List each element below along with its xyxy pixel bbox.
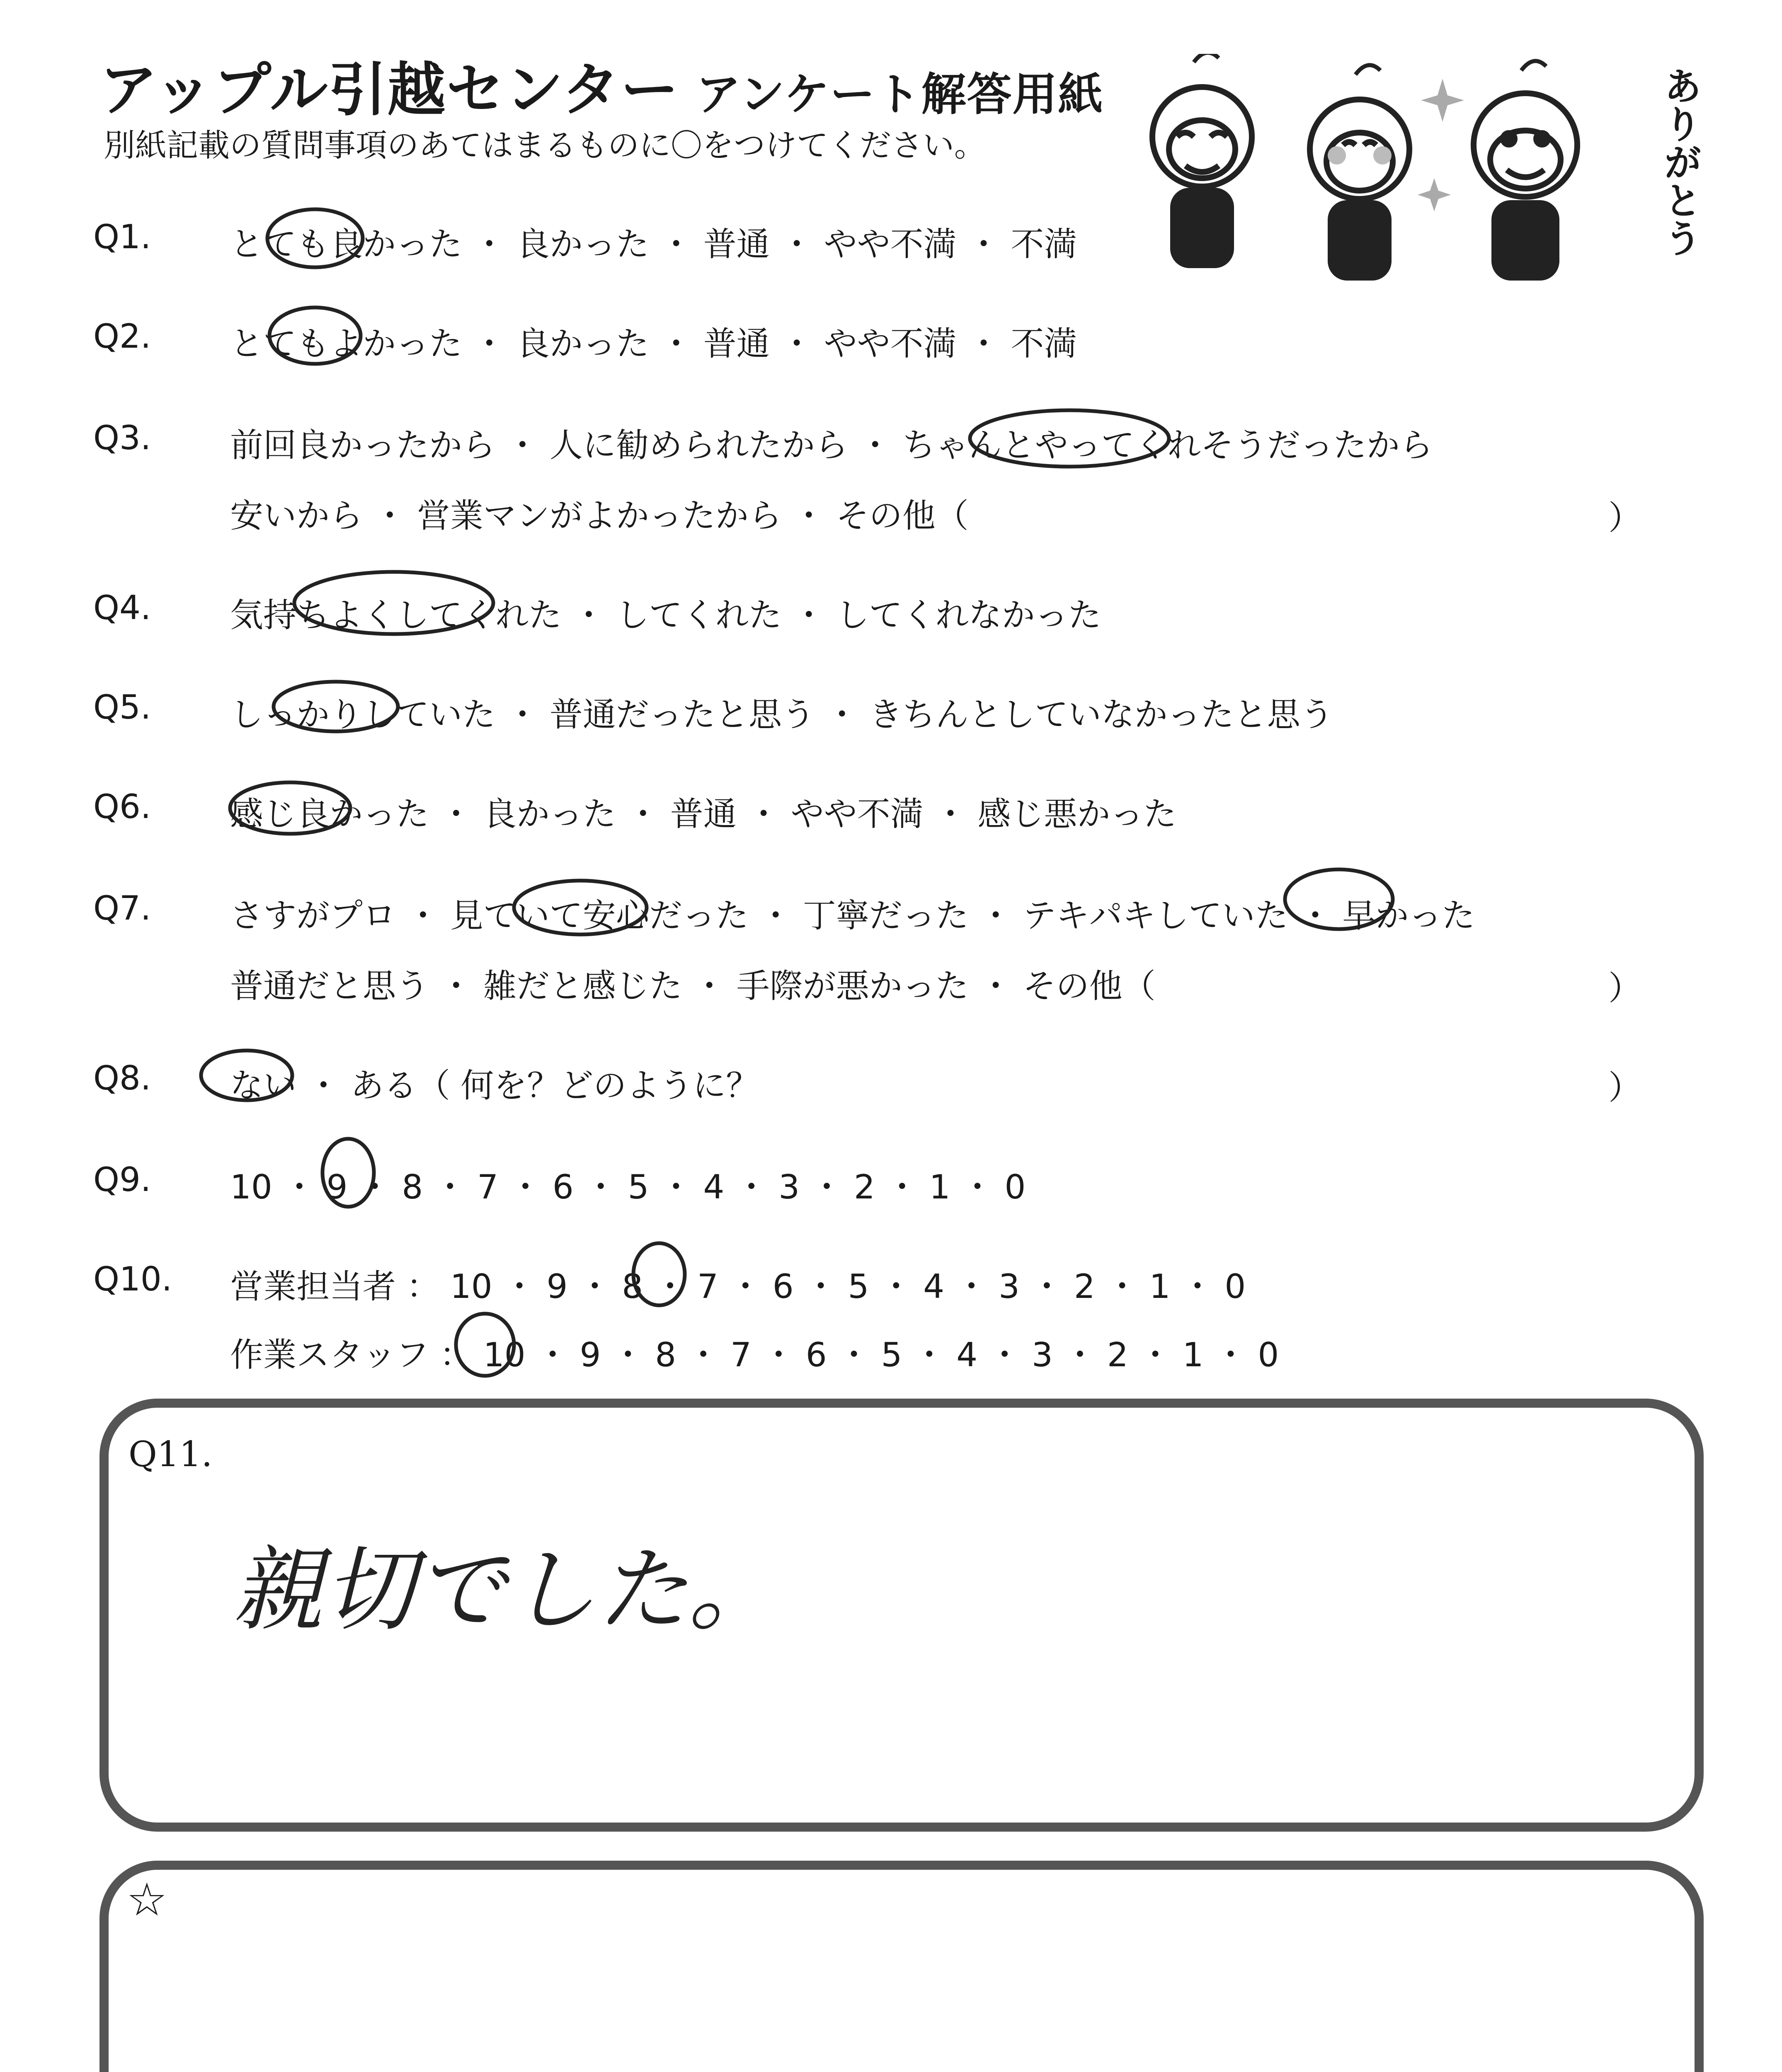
- q2-label: Q2.: [93, 317, 151, 356]
- q5-circle-mark: [274, 682, 398, 731]
- star-box-label: ☆: [126, 1873, 167, 1926]
- q8-circle-mark: [201, 1051, 292, 1100]
- q5-options: しっかりしていた ・ 普通だったと思う ・ きちんとしていなかったと思う: [230, 695, 1333, 734]
- q4-circle-mark: [294, 572, 493, 634]
- q7-options-line1: さすがプロ ・ 見ていて安心だった ・ 丁寧だった ・ テキパキしていた ・ 早かった: [230, 896, 1475, 935]
- q7-options-line2: 普通だと思う ・ 雑だと感じた ・ 手際が悪かった ・ その他（: [230, 967, 1156, 1005]
- q7-close-paren: ）: [1608, 969, 1641, 1007]
- q3-label: Q3.: [93, 419, 151, 457]
- q9-circle-mark: [322, 1139, 374, 1207]
- q6-label: Q6.: [93, 787, 151, 826]
- q1-label: Q1.: [93, 218, 151, 256]
- q1-circle-mark: [267, 209, 363, 267]
- q10-sales-scale: 営業担当者 ： 10 ・ 9 ・ 8 ・ 7 ・ 6 ・ 5 ・ 4 ・ 3 ・ 2 ・ 1 ・ 0: [230, 1267, 1246, 1306]
- q6-circle-mark: [230, 782, 350, 834]
- q10-staff-circle-mark: [456, 1314, 514, 1376]
- q8-label: Q8.: [93, 1059, 151, 1097]
- q10-staff-scale: 作業スタッフ ： 10 ・ 9 ・ 8 ・ 7 ・ 6 ・ 5 ・ 4 ・ 3 ・ 2 ・ 1 ・ 0: [230, 1336, 1279, 1374]
- q3-options-line2: 安いから ・ 営業マンがよかったから ・ その他（: [230, 496, 969, 535]
- q10-label: Q10.: [93, 1260, 172, 1298]
- q9-scale: 10 ・ 9 ・ 8 ・ 7 ・ 6 ・ 5 ・ 4 ・ 3 ・ 2 ・ 1 ・ 0: [230, 1168, 1026, 1206]
- q7-circle-mark-2: [1285, 869, 1393, 929]
- q10-sales-circle-mark: [633, 1243, 685, 1305]
- mascot-thanks-text: ありがとう: [1658, 66, 1702, 257]
- q4-label: Q4.: [93, 588, 151, 627]
- q6-options: 感じ良かった ・ 良かった ・ 普通 ・ やや不満 ・ 感じ悪かった: [230, 795, 1177, 833]
- q1-options: とても良かった ・ 良かった ・ 普通 ・ やや不満 ・ 不満: [230, 225, 1077, 264]
- q2-circle-mark: [269, 307, 361, 364]
- star-comment-box: [99, 1861, 1704, 2072]
- q7-label: Q7.: [93, 889, 151, 927]
- company-name: アップル引越センター: [99, 56, 680, 124]
- q11-handwritten-answer: 親切でした。: [232, 1537, 780, 1643]
- q3-options-line1: 前回良かったから ・ 人に勧められたから ・ ちゃんとやってくれそうだったから: [230, 426, 1433, 465]
- q5-label: Q5.: [93, 688, 151, 726]
- q4-options: 気持ちよくしてくれた ・ してくれた ・ してくれなかった: [230, 596, 1101, 634]
- q9-label: Q9.: [93, 1160, 151, 1199]
- q2-options: とてもよかった ・ 良かった ・ 普通 ・ やや不満 ・ 不満: [230, 324, 1077, 363]
- q3-close-paren: ）: [1608, 499, 1641, 537]
- q8-options: ない ・ ある（ 何を？どのように？: [230, 1066, 759, 1105]
- form-title: アンケート解答用紙: [696, 69, 1104, 121]
- q11-label: Q11.: [128, 1434, 213, 1474]
- q3-circle-mark: [970, 410, 1169, 467]
- q7-circle-mark-1: [514, 881, 647, 934]
- instruction-text: 別紙記載の質問事項のあてはまるものに〇をつけてください。: [104, 127, 986, 164]
- q8-close-paren: ）: [1608, 1068, 1641, 1107]
